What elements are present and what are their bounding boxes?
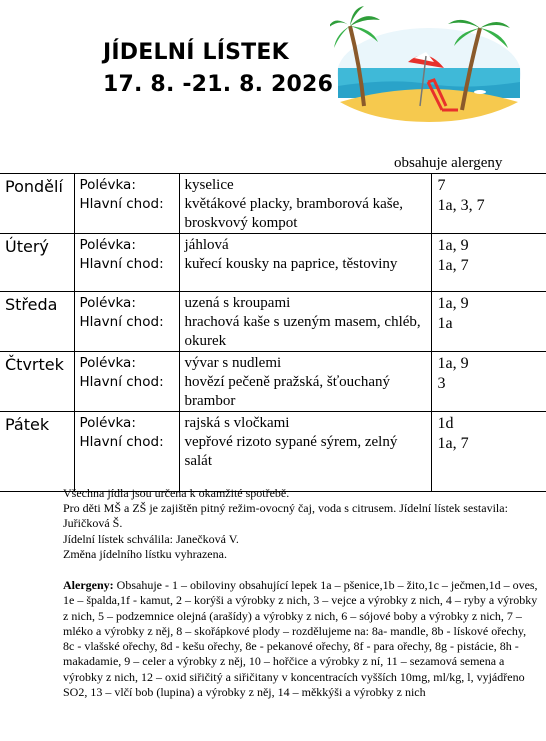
main-dish: hrachová kaše s uzeným masem, chléb, okurek	[184, 314, 421, 349]
table-row	[0, 174, 546, 234]
soup-allergens: 1d	[437, 415, 454, 432]
day-name: Čtvrtek	[5, 355, 64, 374]
menu-dates: 17. 8. -21. 8. 2026	[103, 72, 334, 97]
note-approved: Jídelní lístek schválila: Janečková V.	[63, 531, 239, 546]
note-drinks: Pro děti MŠ a ZŠ je zajištěn pitný režim-ovocný čaj, voda s citrusem. Jídelní lístek sestavila: Juřičková Š.	[63, 501, 508, 531]
main-course-label: Hlavní chod:	[79, 256, 164, 272]
soup-allergens: 1a, 9	[437, 355, 469, 372]
soup-dish: uzená s kroupami	[184, 295, 291, 311]
table-row	[0, 234, 546, 292]
soup-allergens: 1a, 9	[437, 295, 469, 312]
main-dish: květákové placky, bramborová kaše, broskvový kompot	[184, 196, 404, 231]
main-allergens: 1a, 7	[437, 257, 469, 274]
soup-label: Polévka:	[79, 355, 136, 371]
menu-title: JÍDELNÍ LÍSTEK	[103, 40, 289, 65]
soup-dish: vývar s nudlemi	[184, 355, 282, 371]
main-allergens: 1a	[437, 315, 453, 332]
main-allergens: 1a, 7	[437, 435, 469, 452]
table-row	[0, 412, 546, 492]
table-row	[0, 292, 546, 352]
soup-allergens: 7	[437, 177, 446, 194]
soup-label: Polévka:	[79, 237, 136, 253]
soup-label: Polévka:	[79, 177, 136, 193]
soup-dish: jáhlová	[184, 237, 229, 253]
soup-dish: kyselice	[184, 177, 234, 193]
soup-dish: rajská s vločkami	[184, 415, 290, 431]
allergen-legend-text: Obsahuje - 1 – obiloviny obsahující lepek 1a – pšenice,1b – žito,1c – ječmen,1d – oves, 1e – špalda,1f - kamut, 2 – korýši a výrobky z nich, 3 – vejce a výrobky z nich, 4 – ryby a výrobky z nich, 5 – podzemnice olejná (arašídy) a výrobky z nich, 6 – sójové boby a výrobky z nich, 7 – mléko a výrobky z něj, 8 – skořápkové plody – rozdělujeme na: 8a- mandle, 8b - lískové ořechy, 8c - vlašské ořechy, 8d - kešu ořechy, 8e - pekanové ořechy, 8f - para ořechy, 8g - pistácie, 8h - makadamie, 9 – celer a výrobky z něj, 10 – hořčice a výrobky z ní, 11 – sezamová semena a výrobky z nich, 12 – oxid siřičitý a siřičitany v koncentracích vyšších 10mg, ml/kg, l, vyjádřeno SO2, 13 – vlčí bob (lupina) a výrobky z něj, 14 – měkkýši a výrobky z nich	[63, 578, 538, 700]
day-name: Pátek	[5, 415, 50, 434]
main-allergens: 3	[437, 375, 446, 392]
weekly-menu-table	[0, 173, 546, 492]
soup-label: Polévka:	[79, 295, 136, 311]
main-course-label: Hlavní chod:	[79, 196, 164, 212]
main-course-label: Hlavní chod:	[79, 374, 164, 390]
main-dish: hovězí pečeně pražská, šťouchaný brambor	[184, 374, 390, 409]
allergen-legend-label: Alergeny:	[63, 578, 114, 592]
main-dish: kuřecí kousky na paprice, těstoviny	[184, 256, 398, 272]
day-name: Středa	[5, 295, 58, 314]
table-row	[0, 352, 546, 412]
menu-notes	[63, 486, 533, 562]
day-name: Pondělí	[5, 177, 63, 196]
main-dish: vepřové rizoto sypané sýrem, zelný salát	[184, 434, 398, 469]
beach-illustration	[330, 6, 528, 124]
note-change: Změna jídelního lístku vyhrazena.	[63, 546, 227, 561]
main-course-label: Hlavní chod:	[79, 434, 164, 450]
main-course-label: Hlavní chod:	[79, 314, 164, 330]
day-name: Úterý	[5, 237, 49, 256]
soup-allergens: 1a, 9	[437, 237, 469, 254]
main-allergens: 1a, 3, 7	[437, 197, 485, 214]
allergen-legend	[63, 578, 538, 700]
soup-label: Polévka:	[79, 415, 136, 431]
allergens-column-header: obsahuje alergeny	[394, 155, 503, 171]
note-consumption: Všechna jídla jsou určena k okamžité spotřebě.	[63, 486, 290, 500]
